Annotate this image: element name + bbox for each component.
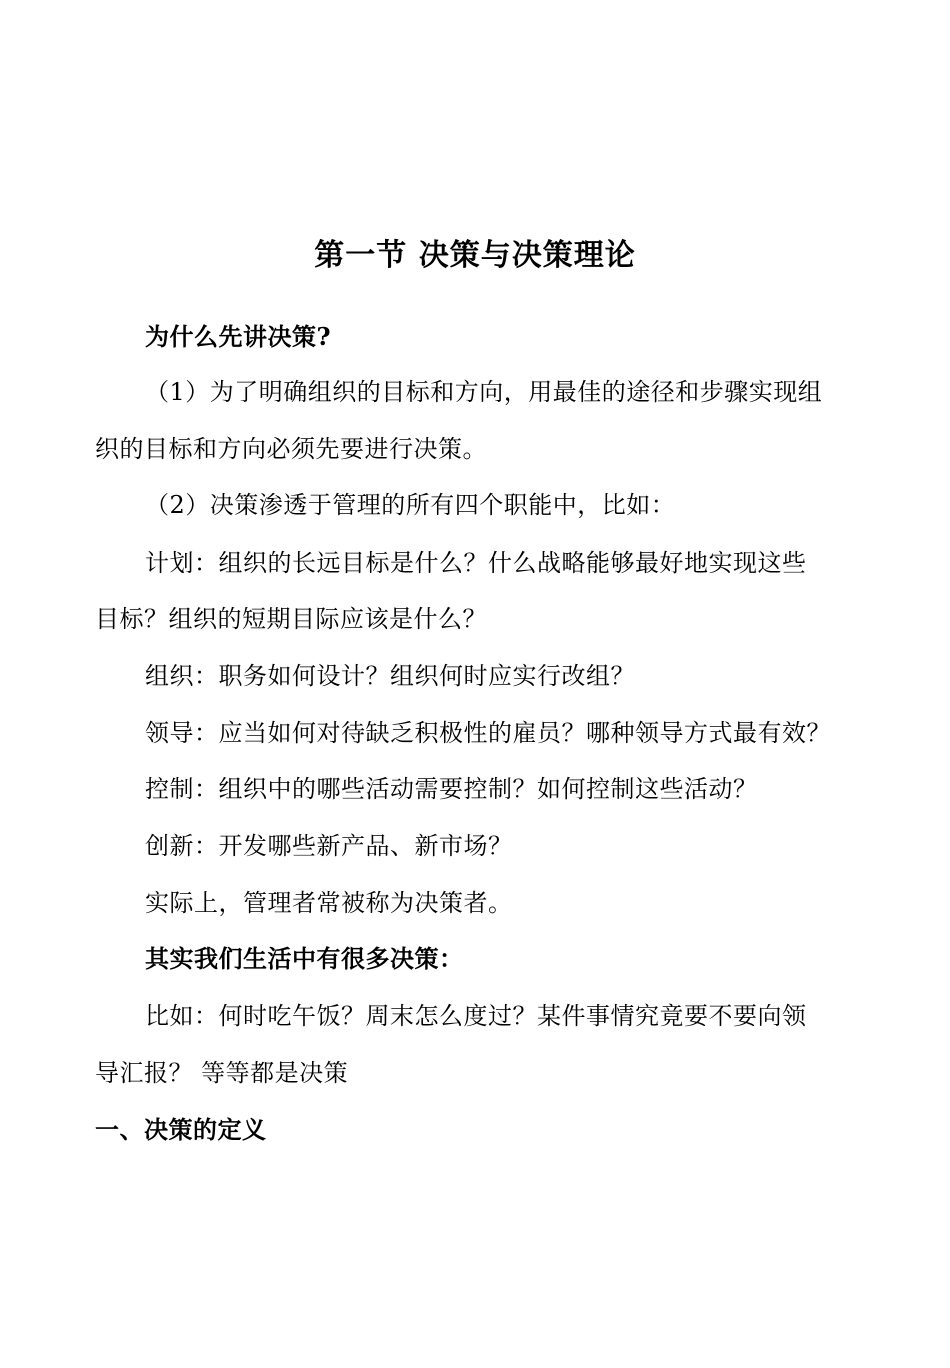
planning-line-1: 计划：组织的长远目标是什么？什么战略能够最好地实现这些 [145, 549, 807, 577]
paragraph-1-line-2: 织的目标和方向必须先要进行决策。 [95, 435, 487, 463]
life-decisions-heading: 其实我们生活中有很多决策： [145, 944, 464, 973]
page-title: 第一节 决策与决策理论 [314, 238, 636, 273]
leading-line: 领导：应当如何对待缺乏积极性的雇员？哪种领导方式最有效？ [145, 719, 831, 747]
example-line-1: 比如：何时吃午饭？周末怎么度过？某件事情究竟要不要向领 [145, 1002, 807, 1030]
question-heading: 为什么先讲决策? [145, 322, 332, 351]
controlling-line: 控制：组织中的哪些活动需要控制？如何控制这些活动？ [145, 775, 758, 803]
paragraph-1-line-1: （1）为了明确组织的目标和方向，用最佳的途径和步骤实现组 [145, 378, 823, 406]
actually-line: 实际上，管理者常被称为决策者。 [145, 889, 513, 917]
innovating-line: 创新：开发哪些新产品、新市场？ [145, 832, 513, 860]
organizing-line: 组织：职务如何设计？组织何时应实行改组？ [145, 662, 635, 690]
planning-line-2: 目标？组织的短期目际应该是什么？ [95, 605, 487, 633]
paragraph-2: （2）决策渗透于管理的所有四个职能中，比如： [145, 491, 676, 519]
section-heading: 一、决策的定义 [95, 1115, 267, 1144]
example-line-2: 导汇报？ 等等都是决策 [95, 1059, 349, 1087]
